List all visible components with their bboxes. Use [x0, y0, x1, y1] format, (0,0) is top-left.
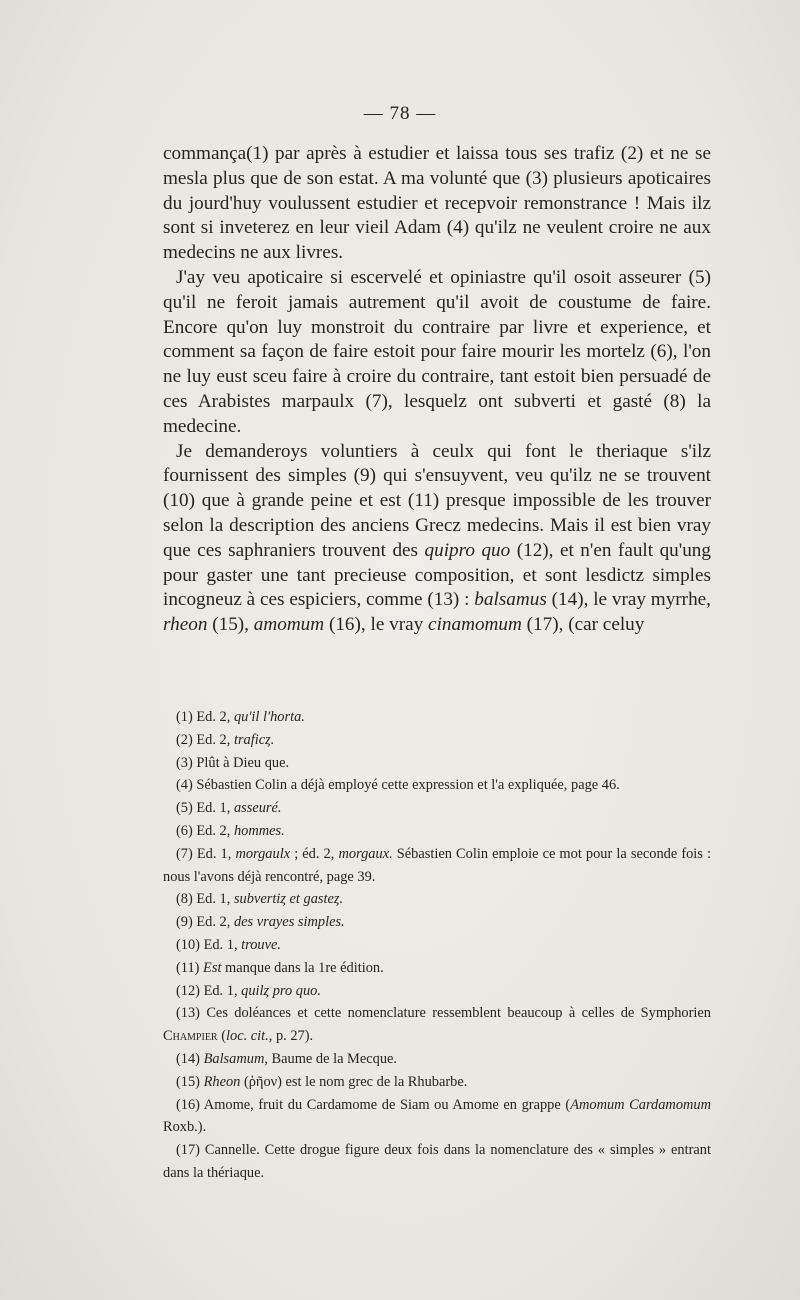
- footnote: [163, 752, 711, 775]
- footnote: [163, 911, 711, 934]
- text-segment: rheon: [163, 614, 208, 636]
- footnote: [163, 1071, 711, 1094]
- text-segment: (14), le vray myrrhe,: [546, 589, 711, 611]
- footnote: [163, 706, 711, 729]
- paragraph: [163, 266, 711, 440]
- footnote-text: trouve.: [241, 936, 281, 953]
- footnote-text: (16) Amome, fruit du Cardamome de Siam ou Amome en grappe (: [176, 1096, 571, 1113]
- text-segment: (17), (car celuy: [521, 614, 645, 636]
- footnote: [163, 774, 711, 797]
- footnote-text: Champier: [163, 1028, 218, 1045]
- footnote-text: manque dans la 1re édition.: [221, 959, 384, 976]
- text-segment: (12), et n'en fault qu'ung pour gaster une tant precieuse composition, et sont lesdictz simples incogneuz à ces espiciers, comme (13) :: [163, 539, 711, 611]
- footnote: [163, 1002, 711, 1048]
- text-segment: (16), le vray: [324, 614, 429, 636]
- main-text: [163, 142, 711, 638]
- footnote-text: (4) Sébastien Colin a déjà employé cette expression et l'a expliquée, page 46.: [176, 777, 620, 794]
- text-segment: Je demanderoys voluntiers à ceulx qui font le theriaque s'ilz fournissent des simples (9) qui s'ensuyvent, veu qu'ilz ne se trouvent (10) que à grande peine et est (11) presque impossible de les trouver selon la description des anciens Grecz medecins. Mais il est bien vray que ces saphraniers trouvent des: [163, 440, 711, 561]
- footnotes: [163, 706, 711, 1185]
- footnote: [163, 1094, 711, 1140]
- text-segment: J'ay veu apoticaire si escervelé et opiniastre qu'il osoit asseurer (5) qu'il ne feroit jamais autrement qu'il avoit de coustume de faire. Encore qu'on luy monstroit du contraire par livre et experience, et comment sa façon de faire estoit pour faire mourir les mortelz (6), l'on ne luy eust sceu faire à croire du contraire, tant estoit bien persuadé de ces Arabistes marpaulx (7), lesquelz ont subverti et gasté (8) la medecine.: [163, 266, 711, 437]
- footnote: [163, 934, 711, 957]
- footnote-text: (3) Plût à Dieu que.: [176, 754, 290, 771]
- paragraph: [163, 440, 711, 638]
- footnote-text: Est: [203, 959, 222, 976]
- footnote: [163, 1048, 711, 1071]
- footnote: [163, 843, 711, 889]
- footnote-text: (12) Ed. 1,: [176, 982, 242, 999]
- text-segment: quipro quo: [424, 539, 511, 561]
- footnote-text: (11): [176, 959, 204, 976]
- footnote-text: (2) Ed. 2,: [176, 731, 234, 748]
- footnote: [163, 980, 711, 1003]
- footnote-text: (9) Ed. 2,: [176, 914, 234, 931]
- paragraph: [163, 142, 711, 266]
- footnote-text: Amomum Cardamomum: [570, 1096, 711, 1113]
- footnote-text: asseuré.: [233, 800, 282, 817]
- footnote-text: hommes.: [233, 822, 285, 839]
- footnote: [163, 797, 711, 820]
- text-segment: cinamomum: [428, 614, 522, 636]
- page-number: — 78 —: [363, 103, 437, 124]
- text-segment: commança(1) par après à estudier et laissa tous ses trafiz (2) et ne se mesla plus que de son estat. A ma volunté que (3) plusieurs apoticaires du jourd'huy voulussent estudier et recepvoir remonstrance ! Mais ilz sont si inveterez en leur vieil Adam (4) qu'ilz ne veulent croire ne aux medecins ne aux livres.: [163, 143, 711, 264]
- text-segment: (15),: [207, 614, 254, 636]
- footnote-text: (15): [176, 1073, 204, 1090]
- footnote-text: quilȥ pro quo.: [241, 982, 321, 999]
- footnote-text: (14): [176, 1050, 204, 1067]
- footnote: [163, 888, 711, 911]
- footnote-text: (ῥῆον) est le nom grec de la Rhubarbe.: [240, 1073, 468, 1090]
- footnote-text: (13) Ces doléances et cette nomenclature ressemblent beaucoup à celles de Symphorien: [176, 1005, 711, 1022]
- footnote-text: morgaux.: [338, 845, 393, 862]
- footnote-text: traficȥ.: [233, 731, 275, 748]
- footnote-text: qu'il l'horta.: [233, 709, 305, 725]
- footnote-text: , p. 27).: [268, 1028, 314, 1045]
- footnote: [163, 820, 711, 843]
- text-segment: balsamus: [474, 589, 547, 611]
- footnote: [163, 1139, 711, 1185]
- text-segment: amomum: [253, 614, 325, 636]
- footnote-text: (1) Ed. 2,: [176, 709, 234, 725]
- footnote-text: Roxb.).: [163, 1119, 207, 1136]
- footnote-text: ; éd. 2,: [290, 845, 339, 862]
- footnote-text: Balsamum: [203, 1050, 265, 1067]
- footnote-text: (10) Ed. 1,: [176, 936, 242, 953]
- footnote-text: (5) Ed. 1,: [176, 800, 234, 817]
- footnote-text: (8) Ed. 1,: [176, 891, 234, 908]
- footnote-text: morgaulx: [235, 845, 291, 862]
- footnote-text: subvertiȥ et gasteȥ.: [233, 891, 344, 908]
- footnote-text: (17) Cannelle. Cette drogue figure deux fois dans la nomenclature des « simples » entrant dans la thériaque.: [163, 1142, 711, 1181]
- footnote-text: , Baume de la Mecque.: [264, 1050, 398, 1067]
- footnote-text: (6) Ed. 2,: [176, 822, 234, 839]
- footnote-text: (: [217, 1028, 226, 1045]
- footnote-text: des vrayes simples.: [233, 914, 345, 931]
- footnote-text: (7) Ed. 1,: [176, 845, 236, 862]
- footnote-text: loc. cit.: [226, 1028, 269, 1045]
- footnote: [163, 957, 711, 980]
- footnote-text: Sébastien Colin emploie ce mot pour la seconde fois : nous l'avons déjà rencontré, page 39.: [163, 845, 711, 885]
- footnote: [163, 729, 711, 752]
- footnote-text: Rheon: [203, 1073, 241, 1090]
